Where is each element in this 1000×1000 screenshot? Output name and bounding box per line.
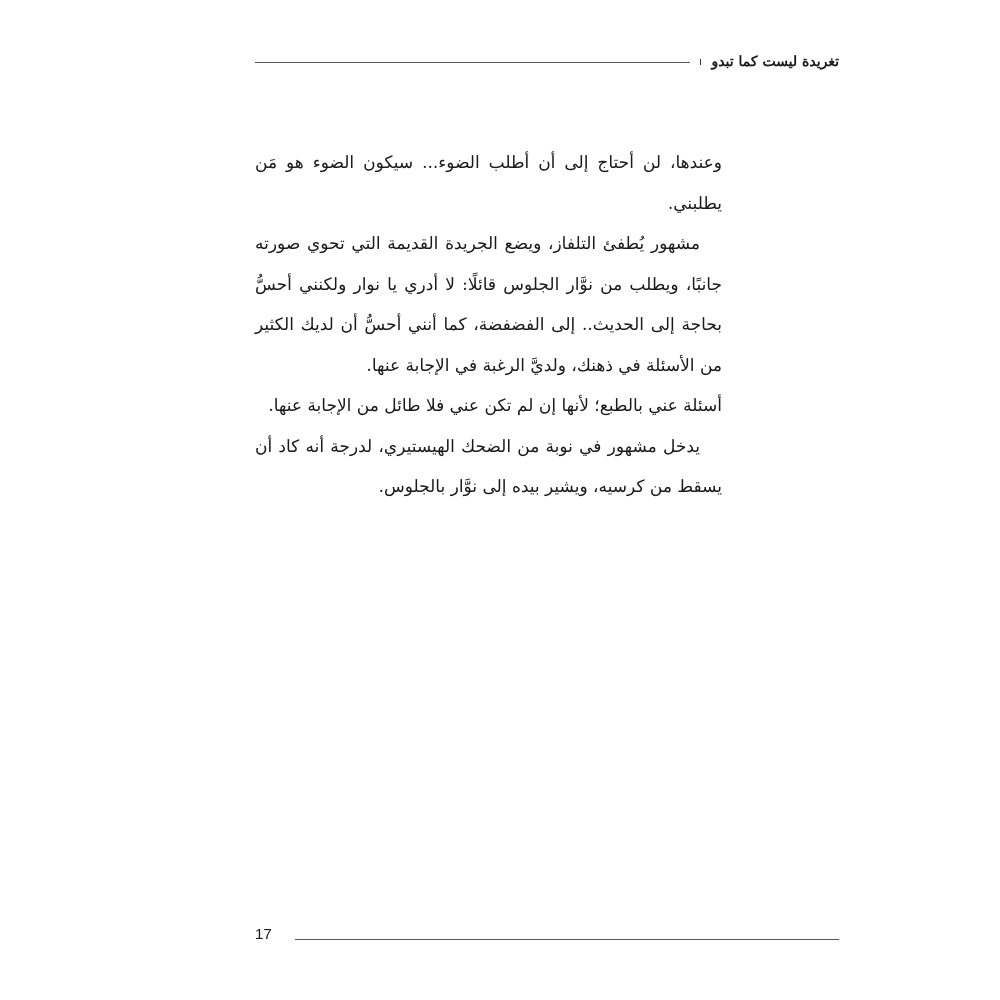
page-number: 17	[255, 926, 272, 943]
paragraph-4: يدخل مشهور في نوبة من الضحك الهيستيري، لدرجة أنه كاد أن يسقط من كرسيه، ويشير بيده إلى نوَّار بالجلوس.	[255, 436, 722, 497]
running-header	[255, 50, 839, 74]
header-tick-mark	[700, 59, 701, 65]
paragraph-2: مشهور يُطفئ التلفاز، ويضع الجريدة القديمة التي تحوي صورته جانبًا، ويطلب من نوَّار الجلوس قائلًا: لا أدري يا نوار ولكنني أحسُّ بحاجة إلى الحديث.. إلى الفضفضة، كما أنني أحسُّ أن لديك الكثير من الأسئلة في ذهنك، ولديَّ الرغبة في الإجابة عنها.	[255, 234, 722, 376]
footer-rule	[295, 939, 839, 940]
body-text	[255, 143, 722, 508]
paragraph-1: وعندها، لن أحتاج إلى أن أطلب الضوء... سيكون الضوء هو مَن يطلبني.	[255, 153, 722, 214]
header-rule	[255, 62, 690, 63]
paragraph-3: أسئلة عني بالطبع؛ لأنها إن لم تكن عني فلا طائل من الإجابة عنها.	[268, 396, 722, 416]
page-footer	[255, 924, 839, 946]
book-title: تغريدة ليست كما تبدو	[711, 54, 839, 70]
